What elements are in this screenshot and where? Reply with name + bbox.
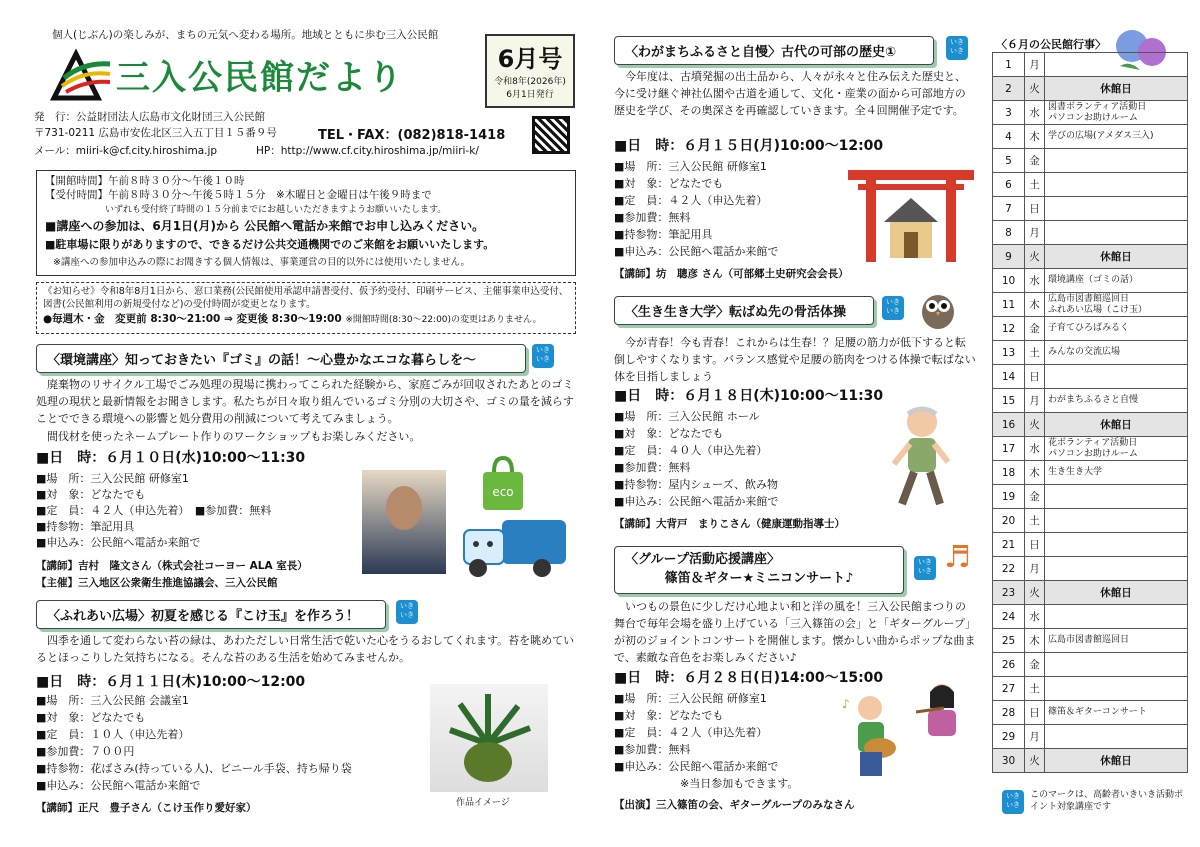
concert-paragraph: いつもの景色に少しだけ心地よい和と洋の風を！三入公民館まつりの舞台で毎年会場を盛り上げている「三入篠笛の会」と「ギターグループ」が初のジョイントコンサートを開催します。懐かしい曲からポップな曲まで、素敵な音色をお楽しみください♪: [614, 600, 977, 665]
calendar-row: [993, 53, 1188, 77]
calendar-day: 9: [993, 245, 1025, 269]
calendar-day: 20: [993, 509, 1025, 533]
calendar-event: みんなの交流広場: [1045, 341, 1188, 365]
calendar-row: [993, 293, 1188, 317]
homepage: HP：http://www.cf.city.hiroshima.jp/miiri-k/: [256, 145, 479, 157]
calendar-event: 篠笛＆ギターコンサート: [1045, 701, 1188, 725]
calendar-weekday: 月: [1025, 221, 1045, 245]
musicians-icon: [836, 678, 976, 788]
concert-fee: ■参加費：無料: [614, 743, 691, 756]
email: メール：miiri-k@cf.city.hiroshima.jp: [34, 145, 218, 157]
calendar-row: [993, 341, 1188, 365]
calendar-row: [993, 437, 1188, 461]
calendar-event: [1045, 557, 1188, 581]
concert-date: ■日 時：６月２８日(日)14:00～15:00: [614, 670, 884, 686]
calendar-event: 休館日: [1045, 581, 1188, 605]
calendar-weekday: 土: [1025, 677, 1045, 701]
calendar-row: [993, 317, 1188, 341]
history-target: ■対 象：どなたでも: [614, 177, 724, 190]
calendar-day: 17: [993, 437, 1025, 461]
moss-place: ■場 所：三入公民館 会議室1: [36, 694, 189, 707]
calendar-event: [1045, 533, 1188, 557]
calendar-weekday: 月: [1025, 53, 1045, 77]
concert-heading-2: 篠笛＆ギター★ミニコンサート♪: [664, 570, 854, 586]
ikiiki-badge-icon-5: いき いき: [914, 556, 936, 580]
eco-heading: 〈環境講座〉知っておきたい『ゴミ』の話！～心豊かなエコな暮らしを～: [36, 344, 526, 373]
eco-lecturer: 【講師】吉村 隆文さん（株式会社コーヨー ALA 室長）: [36, 560, 308, 572]
calendar-event: 学びの広場(アメダス三入): [1045, 125, 1188, 149]
fitness-bring: ■持参物：屋内シューズ、飲み物: [614, 478, 778, 491]
calendar-day: 23: [993, 581, 1025, 605]
calendar-weekday: 水: [1025, 605, 1045, 629]
calendar-weekday: 日: [1025, 365, 1045, 389]
calendar-row: [993, 533, 1188, 557]
calendar-day: 8: [993, 221, 1025, 245]
moss-date: ■日 時：６月１１日(木)10:00～12:00: [36, 674, 306, 690]
moss-paragraph: 四季を通して変わらない苔の緑は、あわただしい日常生活で乾いた心をうるおしてくれます。苔を眺めているとほっこりした気持ちになる。そんな苔のある生活を始めてみませんか。: [36, 634, 575, 665]
fitness-place: ■場 所：三入公民館 ホール: [614, 410, 760, 423]
calendar-event: 図書ボランティア活動日 パソコンお助けルーム: [1045, 101, 1188, 125]
calendar-day: 11: [993, 293, 1025, 317]
fitness-apply: ■申込み：公民館へ電話か来館で: [614, 495, 779, 508]
eco-place: ■場 所：三入公民館 研修室1: [36, 472, 189, 485]
calendar-day: 27: [993, 677, 1025, 701]
notice-change: [43, 312, 569, 326]
history-date: ■日 時：６月１５日(月)10:00～12:00: [614, 138, 884, 154]
calendar-weekday: 土: [1025, 341, 1045, 365]
shrine-icon: [846, 164, 976, 264]
notice-box: [36, 282, 576, 334]
garbage-truck-icon: [462, 516, 568, 580]
eco-host: 【主催】三入地区公衆衛生推進協議会、三入公民館: [36, 577, 278, 589]
calendar-weekday: 水: [1025, 101, 1045, 125]
calendar-row: [993, 629, 1188, 653]
calendar-day: 28: [993, 701, 1025, 725]
photo-caption: 作品イメージ: [456, 798, 510, 808]
concert-heading-1: 〈グループ活動応援講座〉: [625, 552, 780, 567]
calendar-event: 休館日: [1045, 413, 1188, 437]
history-lecturer: 【講師】坊 聰彦 さん（可部郷土史研究会会長）: [614, 268, 849, 280]
calendar-day: 12: [993, 317, 1025, 341]
logo-icon: [50, 48, 112, 102]
calendar-title: 〈６月の公民館行事〉: [996, 38, 1106, 51]
moss-fee: ■参加費：７００円: [36, 745, 135, 758]
calendar-event: [1045, 197, 1188, 221]
concert-performer: 【出演】三入篠笛の会、ギターグループのみなさん: [614, 799, 855, 811]
moss-lecturer: 【講師】正尺 豊子さん（こけ玉作り愛好家）: [36, 802, 257, 814]
concert-apply-note: ※当日参加もできます。: [680, 777, 799, 790]
calendar-event: 生き生き大学: [1045, 461, 1188, 485]
calendar-event: [1045, 725, 1188, 749]
eco-paragraph-2: 間伐材を使ったネームプレート作りのワークショップもお楽しみください。: [47, 430, 421, 443]
concert-place: ■場 所：三入公民館 研修室1: [614, 692, 767, 705]
calendar-weekday: 日: [1025, 533, 1045, 557]
calendar-event: [1045, 653, 1188, 677]
eco-bag-label: eco: [492, 485, 514, 499]
calendar-weekday: 金: [1025, 149, 1045, 173]
calendar-event: 休館日: [1045, 77, 1188, 101]
calendar-day: 19: [993, 485, 1025, 509]
history-place: ■場 所：三入公民館 研修室1: [614, 160, 767, 173]
history-fee: ■参加費：無料: [614, 211, 691, 224]
calendar-event: [1045, 509, 1188, 533]
concert-capacity: ■定 員：４２人（申込先着）: [614, 726, 768, 739]
calendar-weekday: 水: [1025, 269, 1045, 293]
calendar-event: [1045, 221, 1188, 245]
parking-notice: ■駐車場に限りがありますので、できるだけ公共交通機関でのご来館をお願いいたします。: [45, 238, 495, 252]
calendar-day: 18: [993, 461, 1025, 485]
concert-heading: [614, 546, 904, 594]
fitness-date: ■日 時：６月１８日(木)10:00～11:30: [614, 388, 884, 404]
ikiiki-badge-icon: いき いき: [532, 344, 554, 368]
calendar-event: [1045, 173, 1188, 197]
calendar-event: [1045, 677, 1188, 701]
newsletter-title: 三入公民館だより: [116, 58, 404, 98]
calendar-weekday: 火: [1025, 749, 1045, 773]
moss-bring: ■持参物：花ばさみ(持っている人)、ビニール手袋、持ち帰り袋: [36, 762, 352, 775]
calendar-row: [993, 365, 1188, 389]
hours-box: [36, 170, 576, 276]
calendar-day: 25: [993, 629, 1025, 653]
lecturer-photo: [362, 470, 446, 574]
reception-hours: 【受付時間】午前８時３０分～午後５時１５分 ※木曜日と金曜日は午後９時まで: [45, 189, 432, 202]
calendar-day: 29: [993, 725, 1025, 749]
calendar-event: 環境講座（ゴミの話）: [1045, 269, 1188, 293]
calendar-row: [993, 173, 1188, 197]
calendar-row: [993, 149, 1188, 173]
history-capacity: ■定 員：４２人（申込先着）: [614, 194, 768, 207]
svg-text:♪: ♪: [842, 697, 850, 711]
calendar-event: 広島市図書館巡回日: [1045, 629, 1188, 653]
history-heading: 〈わがまちふるさと自慢〉古代の可部の歴史①: [614, 36, 934, 65]
moss-heading: 〈ふれあい広場〉初夏を感じる『こけ玉』を作ろう！: [36, 600, 386, 629]
calendar-day: 14: [993, 365, 1025, 389]
calendar-day: 3: [993, 101, 1025, 125]
concert-apply: ■申込み：公民館へ電話か来館で: [614, 760, 779, 773]
issue-date-2: 6月1日発行: [506, 90, 554, 100]
issue-date-1: 令和8年(2026年): [494, 77, 566, 87]
calendar-row: [993, 581, 1188, 605]
issue-box: [485, 34, 575, 108]
calendar-row: [993, 221, 1188, 245]
calendar-row: [993, 245, 1188, 269]
eco-bring: ■持参物：筆記用具: [36, 520, 135, 533]
calendar-row: [993, 653, 1188, 677]
open-hours: 【開館時間】午前８時３０分～午後１０時: [45, 175, 245, 187]
calendar-event: [1045, 365, 1188, 389]
calendar-row: [993, 701, 1188, 725]
fitness-paragraph: 今が青春！今も青春！これからは生春！？足腰の筋力が低下すると転倒しやすくなります。バランス感覚や足腰の筋肉をつける体操で転ばない体を目指しましょう: [614, 336, 976, 384]
calendar-day: 5: [993, 149, 1025, 173]
ikiiki-badge-icon-legend: いき いき: [1002, 790, 1024, 814]
history-bring: ■持参物：筆記用具: [614, 228, 713, 241]
calendar-event: わがまちふるさと自慢: [1045, 389, 1188, 413]
owl-icon: [918, 288, 958, 330]
calendar-row: [993, 557, 1188, 581]
calendar-day: 2: [993, 77, 1025, 101]
ikiiki-badge-icon-2: いき いき: [396, 600, 418, 624]
calendar-day: 26: [993, 653, 1025, 677]
qr-code-icon: [532, 116, 570, 154]
history-apply: ■申込み：公民館へ電話か来館で: [614, 245, 779, 258]
calendar-row: [993, 125, 1188, 149]
calendar-row: [993, 677, 1188, 701]
calendar-weekday: 金: [1025, 317, 1045, 341]
ikiiki-badge-icon-4: いき いき: [882, 296, 904, 320]
tel-fax: TEL・FAX：(082)818-1418: [318, 128, 506, 143]
eco-target: ■対 象：どなたでも: [36, 488, 146, 501]
calendar-weekday: 土: [1025, 509, 1045, 533]
calendar-event: [1045, 53, 1188, 77]
calendar-day: 21: [993, 533, 1025, 557]
moss-target: ■対 象：どなたでも: [36, 711, 146, 724]
notice-change-note: ※開館時間(8:30～22:00)の変更はありません。: [345, 314, 542, 325]
calendar-row: [993, 509, 1188, 533]
calendar-event: 広島市図書館巡回日 ふれあい広場（こけ玉）: [1045, 293, 1188, 317]
moss-capacity: ■定 員：１０人（申込先着）: [36, 728, 190, 741]
calendar-day: 13: [993, 341, 1025, 365]
calendar-day: 7: [993, 197, 1025, 221]
calendar-weekday: 火: [1025, 245, 1045, 269]
calendar-event: [1045, 485, 1188, 509]
calendar-weekday: 木: [1025, 629, 1045, 653]
calendar-weekday: 土: [1025, 173, 1045, 197]
event-calendar: [992, 52, 1188, 773]
calendar-weekday: 日: [1025, 701, 1045, 725]
calendar-row: [993, 269, 1188, 293]
calendar-day: 22: [993, 557, 1025, 581]
calendar-day: 15: [993, 389, 1025, 413]
issue-number: 6月号: [497, 45, 563, 73]
calendar-row: [993, 605, 1188, 629]
calendar-event: [1045, 149, 1188, 173]
calendar-weekday: 金: [1025, 485, 1045, 509]
calendar-weekday: 月: [1025, 725, 1045, 749]
eco-paragraph: 廃棄物のリサイクル工場でごみ処理の現場に携わってこられた経験から、家庭ごみが回収されたあとのゴミ処理の現状と最新情報をお聞きします。私たちが日々取り組んでいるゴミ分別の大切さや、ゴミの量を減らすことでできる環境への影響と処分費用の削減について考えてみましょう。: [36, 378, 574, 426]
calendar-weekday: 木: [1025, 461, 1045, 485]
calendar-row: [993, 461, 1188, 485]
calendar-weekday: 日: [1025, 197, 1045, 221]
calendar-weekday: 火: [1025, 581, 1045, 605]
eco-bag-icon: [480, 456, 526, 512]
fitness-lecturer: 【講師】大背戸 まりこさん（健康運動指導士）: [614, 518, 845, 530]
fitness-capacity: ■定 員：４０人（申込先着）: [614, 444, 768, 457]
eco-apply: ■申込み：公民館へ電話か来館で: [36, 536, 201, 549]
calendar-footnote: このマークは、高齢者いきいき活動ポイント対象講座です: [1030, 790, 1184, 812]
eco-date: ■日 時：６月１０日(水)10:00～11:30: [36, 450, 306, 466]
calendar-event: 子育てひろばみるく: [1045, 317, 1188, 341]
calendar-row: [993, 413, 1188, 437]
calendar-row: [993, 725, 1188, 749]
calendar-row: [993, 389, 1188, 413]
calendar-weekday: 火: [1025, 77, 1045, 101]
calendar-weekday: 火: [1025, 413, 1045, 437]
lecture-notice: ■講座への参加は、6月1日(月)から 公民館へ電話か来館でお申し込みください。: [45, 219, 485, 234]
calendar-day: 10: [993, 269, 1025, 293]
calendar-weekday: 金: [1025, 653, 1045, 677]
ikiiki-badge-icon-3: いき いき: [946, 36, 968, 60]
fitness-heading: 〈生き生き大学〉転ばぬ先の骨活体操: [614, 296, 874, 325]
music-note-icon: ♬: [944, 540, 971, 575]
tagline: 個人(じぶん)の楽しみが、まちの元気へ変わる場所。地域とともに歩む三入公民館: [52, 29, 439, 41]
calendar-row: [993, 485, 1188, 509]
calendar-row: [993, 197, 1188, 221]
calendar-event: 休館日: [1045, 245, 1188, 269]
notice-change-text: ●毎週木・金 変更前 8:30～21:00 ⇒ 変更後 8:30～19:00: [43, 312, 342, 325]
fitness-target: ■対 象：どなたでも: [614, 427, 724, 440]
calendar-row: [993, 749, 1188, 773]
calendar-weekday: 水: [1025, 437, 1045, 461]
eco-capacity: ■定 員：４２人（申込先着） ■参加費：無料: [36, 504, 272, 517]
calendar-event: 花ボランティア活動日 パソコンお助けルーム: [1045, 437, 1188, 461]
calendar-event: 休館日: [1045, 749, 1188, 773]
calendar-weekday: 月: [1025, 557, 1045, 581]
calendar-day: 4: [993, 125, 1025, 149]
calendar-day: 1: [993, 53, 1025, 77]
publisher: 発 行：公益財団法人広島市文化財団三入公民館: [34, 111, 265, 123]
calendar-row: [993, 77, 1188, 101]
calendar-weekday: 月: [1025, 389, 1045, 413]
kokedama-photo: [430, 684, 548, 792]
concert-target: ■対 象：どなたでも: [614, 709, 724, 722]
calendar-weekday: 木: [1025, 293, 1045, 317]
address: 〒731-0211 広島市安佐北区三入五丁目１５番９号: [34, 127, 277, 139]
privacy-notice: ※講座への参加申込みの際にお聞きする個人情報は、事業運営の目的以外には使用いたしません。: [53, 257, 471, 269]
reception-note: いずれも受付終了時間の１５分前までにお越しいただきますようお願いいたします。: [105, 205, 447, 216]
calendar-event: [1045, 605, 1188, 629]
notice-text: 《お知らせ》令和8年8月1日から、窓口業務(公民館使用承認申請書受付、仮予約受付、印刷サービス、主催事業申込受付、図書(公民館利用の新規受付など)の受付時間が変更となります。: [43, 286, 569, 310]
calendar-day: 16: [993, 413, 1025, 437]
calendar-row: [993, 101, 1188, 125]
history-paragraph: 今年度は、古墳発掘の出土品から、人々が永々と住み伝えた歴史と、今に受け継ぐ神社仏閣や古道を通して、文化・産業の面から可部地方の歴史を学び、その奥深さを再確認していきます。全４回開催予定です。: [614, 70, 966, 118]
calendar-day: 6: [993, 173, 1025, 197]
fitness-fee: ■参加費：無料: [614, 461, 691, 474]
moss-apply: ■申込み：公民館へ電話か来館で: [36, 779, 201, 792]
walking-elder-icon: [888, 404, 956, 512]
calendar-day: 30: [993, 749, 1025, 773]
calendar-weekday: 木: [1025, 125, 1045, 149]
calendar-day: 24: [993, 605, 1025, 629]
